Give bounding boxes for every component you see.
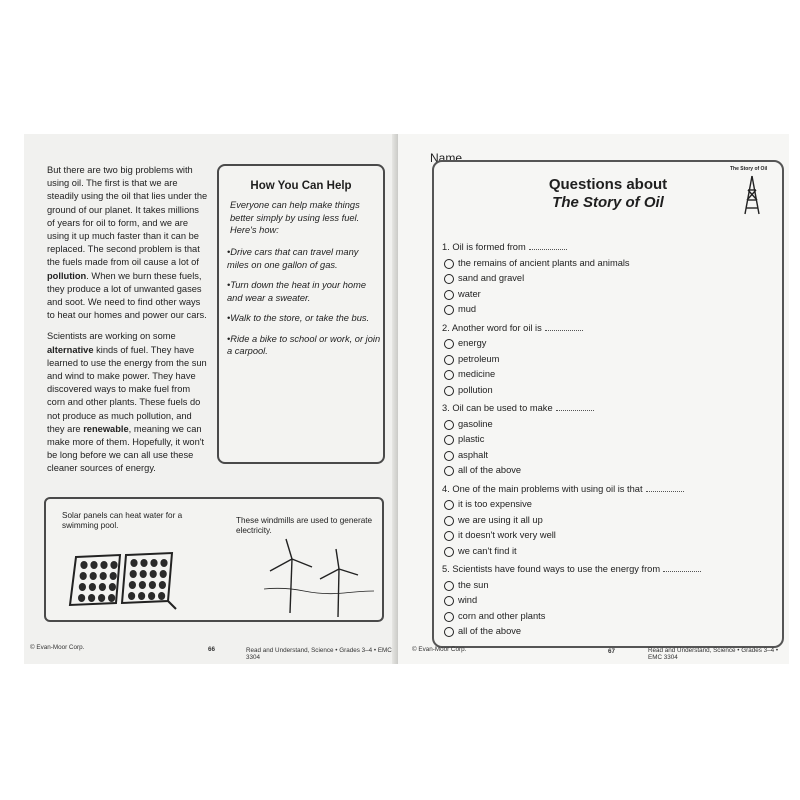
solar-cell: [100, 561, 107, 569]
option-label: we can't find it: [458, 545, 517, 556]
windmill-illustration: [264, 529, 374, 619]
answer-bubble-icon[interactable]: [444, 274, 454, 284]
option-label: mud: [458, 304, 477, 314]
solar-panel-illustration: [68, 551, 178, 611]
answer-option[interactable]: [442, 463, 772, 479]
answer-bubble-icon[interactable]: [444, 531, 454, 541]
help-list: [227, 246, 382, 366]
title-line-1: Questions about: [548, 176, 668, 193]
option-label: it is too expensive: [458, 499, 532, 509]
logo-text: The Story of Oil: [730, 166, 768, 172]
solar-cell: [139, 581, 146, 589]
question-list: [442, 240, 772, 643]
help-item-text: Drive cars that can travel many miles on one gallon of gas.: [227, 247, 359, 270]
answer-bubble-icon[interactable]: [444, 627, 454, 637]
question-stem: One of the main problems with using oil is that: [452, 483, 643, 494]
solar-cell: [110, 561, 117, 569]
question-text: [442, 482, 772, 498]
option-label: sand and gravel: [458, 273, 525, 283]
answer-option[interactable]: [442, 367, 772, 383]
option-label: gasoline: [458, 418, 493, 429]
option-label: energy: [458, 338, 487, 348]
left-footer-series: Read and Understand, Science • Grades 3–4 • EMC 3304: [246, 647, 392, 661]
questions-panel: [432, 160, 784, 648]
answer-bubble-icon[interactable]: [444, 500, 454, 510]
question-number: 3.: [442, 403, 450, 413]
solar-cell: [90, 561, 97, 569]
question-number: 4.: [442, 483, 450, 494]
answer-option[interactable]: [442, 287, 772, 303]
answer-bubble-icon[interactable]: [444, 547, 454, 557]
windmill-caption: These windmills are used to generate electricity.: [236, 516, 373, 535]
help-item: •Drive cars that can travel many miles on one gallon of gas.: [227, 247, 359, 270]
question-stem: Another word for oil is: [451, 322, 542, 333]
help-item-text: Ride a bike to school or work, or join a carpool.: [227, 333, 381, 356]
answer-blank[interactable]: [646, 491, 684, 492]
option-label: pollution: [458, 384, 493, 395]
answer-bubble-icon[interactable]: [444, 370, 454, 380]
option-label: plastic: [458, 434, 485, 444]
question-text: [442, 562, 772, 578]
question-5: [442, 562, 772, 640]
answer-blank[interactable]: [545, 330, 583, 331]
solar-cell: [100, 572, 107, 580]
answer-bubble-icon[interactable]: [444, 305, 454, 315]
right-page-number: 67: [608, 648, 616, 655]
how-you-can-help-box: [217, 164, 385, 464]
answer-bubble-icon[interactable]: [444, 612, 454, 622]
answer-bubble-icon[interactable]: [444, 420, 454, 430]
solar-cell: [160, 559, 167, 567]
solar-cell: [129, 581, 136, 589]
option-label: it doesn't work very well: [458, 530, 556, 540]
solar-cell: [130, 559, 137, 567]
answer-option[interactable]: [442, 609, 772, 625]
question-text: [442, 321, 772, 337]
question-stem: Oil is formed from: [452, 242, 526, 252]
answer-bubble-icon[interactable]: [444, 581, 454, 591]
answer-option[interactable]: [442, 352, 772, 368]
solar-cell: [159, 581, 166, 589]
solar-cell: [109, 583, 116, 591]
solar-cell: [108, 594, 115, 602]
option-label: the remains of ancient plants and animals: [458, 257, 630, 268]
solar-cell: [128, 592, 135, 600]
main-text: [47, 164, 209, 484]
solar-cell: [140, 570, 147, 578]
option-label: all of the above: [458, 626, 522, 636]
right-page: [398, 134, 789, 664]
option-label: all of the above: [458, 465, 522, 475]
question-3: [442, 401, 772, 479]
answer-bubble-icon[interactable]: [444, 355, 454, 365]
solar-cell: [79, 583, 86, 591]
solar-cell: [130, 570, 137, 578]
help-item-text: Turn down the heat in your home and wear a sweater.: [227, 280, 367, 303]
question-4: [442, 482, 772, 560]
solar-cell: [138, 592, 145, 600]
solar-cell: [150, 559, 157, 567]
help-item-text: Walk to the store, or take the bus.: [230, 313, 370, 323]
paragraph-1-text-end: . When we burn these fuels, they produce a lot of unwanted gases and soot. We need to find other ways to heat our homes and power our cars.: [47, 270, 207, 321]
answer-blank[interactable]: [556, 410, 594, 411]
answer-blank[interactable]: [663, 571, 701, 572]
answer-option[interactable]: [442, 624, 772, 640]
paragraph-2-text-end: , meaning we can make more of them. Hopefully, it won't be long before we can all use these cleaner sources of energy.: [47, 423, 205, 474]
help-item: •Ride a bike to school or work, or join a carpool.: [227, 333, 381, 356]
question-number: 5.: [442, 564, 450, 574]
question-2: [442, 321, 772, 399]
solar-cell: [149, 581, 156, 589]
paragraph-1-text: But there are two big problems with using oil. The first is that we are steadily using the oil that lies under the ground of our planet. It takes millions of years for oil to form, and we are using it up much faster than it can be replaced. The second problem is that the fuels made from oil cause a lot of: [47, 165, 208, 268]
question-stem: Scientists have found ways to use the energy from: [452, 564, 661, 574]
solar-cell: [90, 572, 97, 580]
option-label: medicine: [458, 369, 496, 379]
solar-cell: [80, 572, 87, 580]
question-1: [442, 240, 772, 318]
solar-cell: [160, 570, 167, 578]
option-label: asphalt: [458, 449, 488, 460]
paragraph-2: [47, 330, 209, 475]
question-number: 1.: [442, 242, 450, 252]
answer-option[interactable]: [442, 383, 772, 399]
left-page-number: 66: [208, 646, 216, 653]
answer-bubble-icon[interactable]: [444, 259, 454, 269]
pollution-term: pollution: [47, 270, 87, 281]
answer-option[interactable]: [442, 271, 772, 287]
solar-cell: [140, 559, 147, 567]
answer-bubble-icon[interactable]: [444, 435, 454, 445]
answer-bubble-icon[interactable]: [444, 339, 454, 349]
title-line-2: The Story of Oil: [552, 194, 664, 211]
paragraph-2-text: Scientists are working on some: [47, 331, 176, 342]
answer-option[interactable]: [442, 544, 772, 560]
help-item: •Turn down the heat in your home and wear a sweater.: [227, 280, 367, 303]
alternative-term: alternative: [47, 344, 94, 355]
option-label: the sun: [458, 579, 489, 590]
option-label: water: [458, 288, 481, 299]
solar-cell: [148, 592, 155, 600]
answer-bubble-icon[interactable]: [444, 596, 454, 606]
answer-option[interactable]: [442, 256, 772, 272]
answer-option[interactable]: [442, 432, 772, 448]
question-number: 2.: [442, 322, 450, 333]
paragraph-1: [47, 164, 209, 322]
solar-cell: [78, 594, 85, 602]
name-label: Name: [430, 151, 463, 165]
right-footer-copyright: © Evan-Moor Corp.: [412, 646, 467, 653]
answer-option[interactable]: [442, 302, 772, 318]
option-label: wind: [458, 595, 478, 605]
answer-option[interactable]: [442, 528, 772, 544]
renewable-term: renewable: [83, 423, 129, 434]
paragraph-2-text-mid: kinds of fuel. They have learned to use the energy from the sun and wind to make power. They have discovered ways to make fuel from corn and other plants. These fuels do not produce as much pollution, and they are: [47, 344, 207, 434]
help-item: •Walk to the store, or take the bus.: [227, 313, 370, 323]
option-label: petroleum: [458, 353, 500, 364]
answer-blank[interactable]: [529, 249, 567, 250]
answer-option[interactable]: [442, 578, 772, 594]
question-stem: Oil can be used to make: [452, 403, 553, 413]
answer-option[interactable]: [442, 593, 772, 609]
answer-option[interactable]: [442, 417, 772, 433]
help-box-title: How You Can Help: [250, 180, 352, 192]
solar-cell: [89, 583, 96, 591]
solar-cell: [99, 583, 106, 591]
question-text: [442, 401, 772, 417]
left-page: [24, 134, 398, 664]
answer-bubble-icon[interactable]: [444, 466, 454, 476]
solar-cell: [88, 594, 95, 602]
illustration-box: [44, 497, 384, 622]
answer-option[interactable]: [442, 513, 772, 529]
solar-cell: [150, 570, 157, 578]
right-footer-series: Read and Understand, Science • Grades 3–4 • EMC 3304: [648, 647, 779, 661]
solar-cell: [158, 592, 165, 600]
answer-option[interactable]: [442, 336, 772, 352]
answer-option[interactable]: [442, 448, 772, 464]
open-workbook: [24, 134, 789, 664]
answer-option[interactable]: [442, 497, 772, 513]
solar-caption: Solar panels can heat water for a swimming pool.: [62, 511, 183, 530]
solar-cell: [98, 594, 105, 602]
answer-bubble-icon[interactable]: [444, 451, 454, 461]
option-label: corn and other plants: [458, 610, 546, 621]
answer-bubble-icon[interactable]: [444, 290, 454, 300]
answer-bubble-icon[interactable]: [444, 386, 454, 396]
solar-cell: [80, 561, 87, 569]
help-box-intro: Everyone can help make things better simply by using less fuel. Here's how:: [230, 200, 360, 235]
question-text: [442, 240, 772, 256]
answer-bubble-icon[interactable]: [444, 516, 454, 526]
option-label: we are using it all up: [458, 514, 543, 525]
left-footer-copyright: © Evan-Moor Corp.: [30, 644, 85, 651]
solar-cell: [110, 572, 117, 580]
